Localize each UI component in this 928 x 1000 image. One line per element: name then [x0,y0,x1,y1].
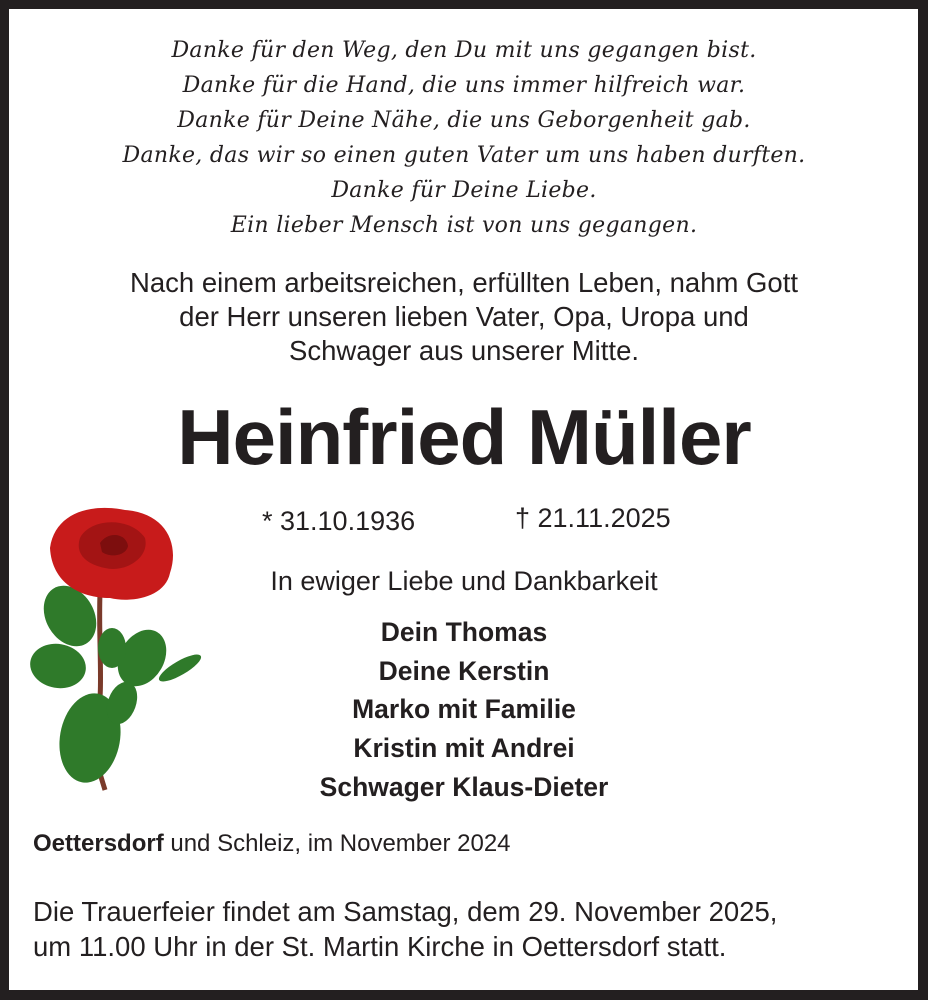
poem-line: Danke, das wir so einen guten Vater um uns haben durften. [122,143,806,168]
poem-line: Ein lieber Mensch ist von uns gegangen. [230,213,698,238]
family-member: Dein Thomas [380,617,548,647]
place-name: Oettersdorf [33,830,164,857]
poem-line: Danke für den Weg, den Du mit uns gegangen bist. [171,38,757,63]
place-rest: und Schleiz, im November 2024 [163,830,511,857]
family-member: Kristin mit Andrei [353,733,575,764]
poem [0,33,928,243]
family-member: Marko mit Familie [352,694,576,725]
intro-line: Nach einem arbeitsreichen, erfüllten Leben, nahm Gott [129,267,799,298]
funeral-info [33,894,777,964]
intro-line: Schwager aus unserer Mitte. [288,335,640,366]
birth-date: * 31.10.1936 [262,506,416,536]
funeral-line: um 11.00 Uhr in der St. Martin Kirche in Oettersdorf statt. [33,931,727,962]
funeral-line: Die Trauerfeier findet am Samstag, dem 29. November 2025, [33,896,778,927]
poem-line: Danke für die Hand, die uns immer hilfreich war. [182,73,746,98]
place-date [33,830,511,858]
family-member: Schwager Klaus-Dieter [319,771,609,802]
dedication: In ewiger Liebe und Dankbarkeit [270,566,658,596]
poem-line: Danke für Deine Liebe. [331,178,597,203]
death-date: † 21.11.2025 [515,503,671,533]
intro-line: der Herr unseren lieben Vater, Opa, Uropa und [179,301,749,332]
intro-text [0,266,928,368]
family-list [0,613,928,807]
poem-line: Danke für Deine Nähe, die uns Geborgenheit gab. [177,108,751,133]
deceased-name: Heinfried Müller [177,393,751,481]
family-member: Deine Kerstin [378,655,550,686]
